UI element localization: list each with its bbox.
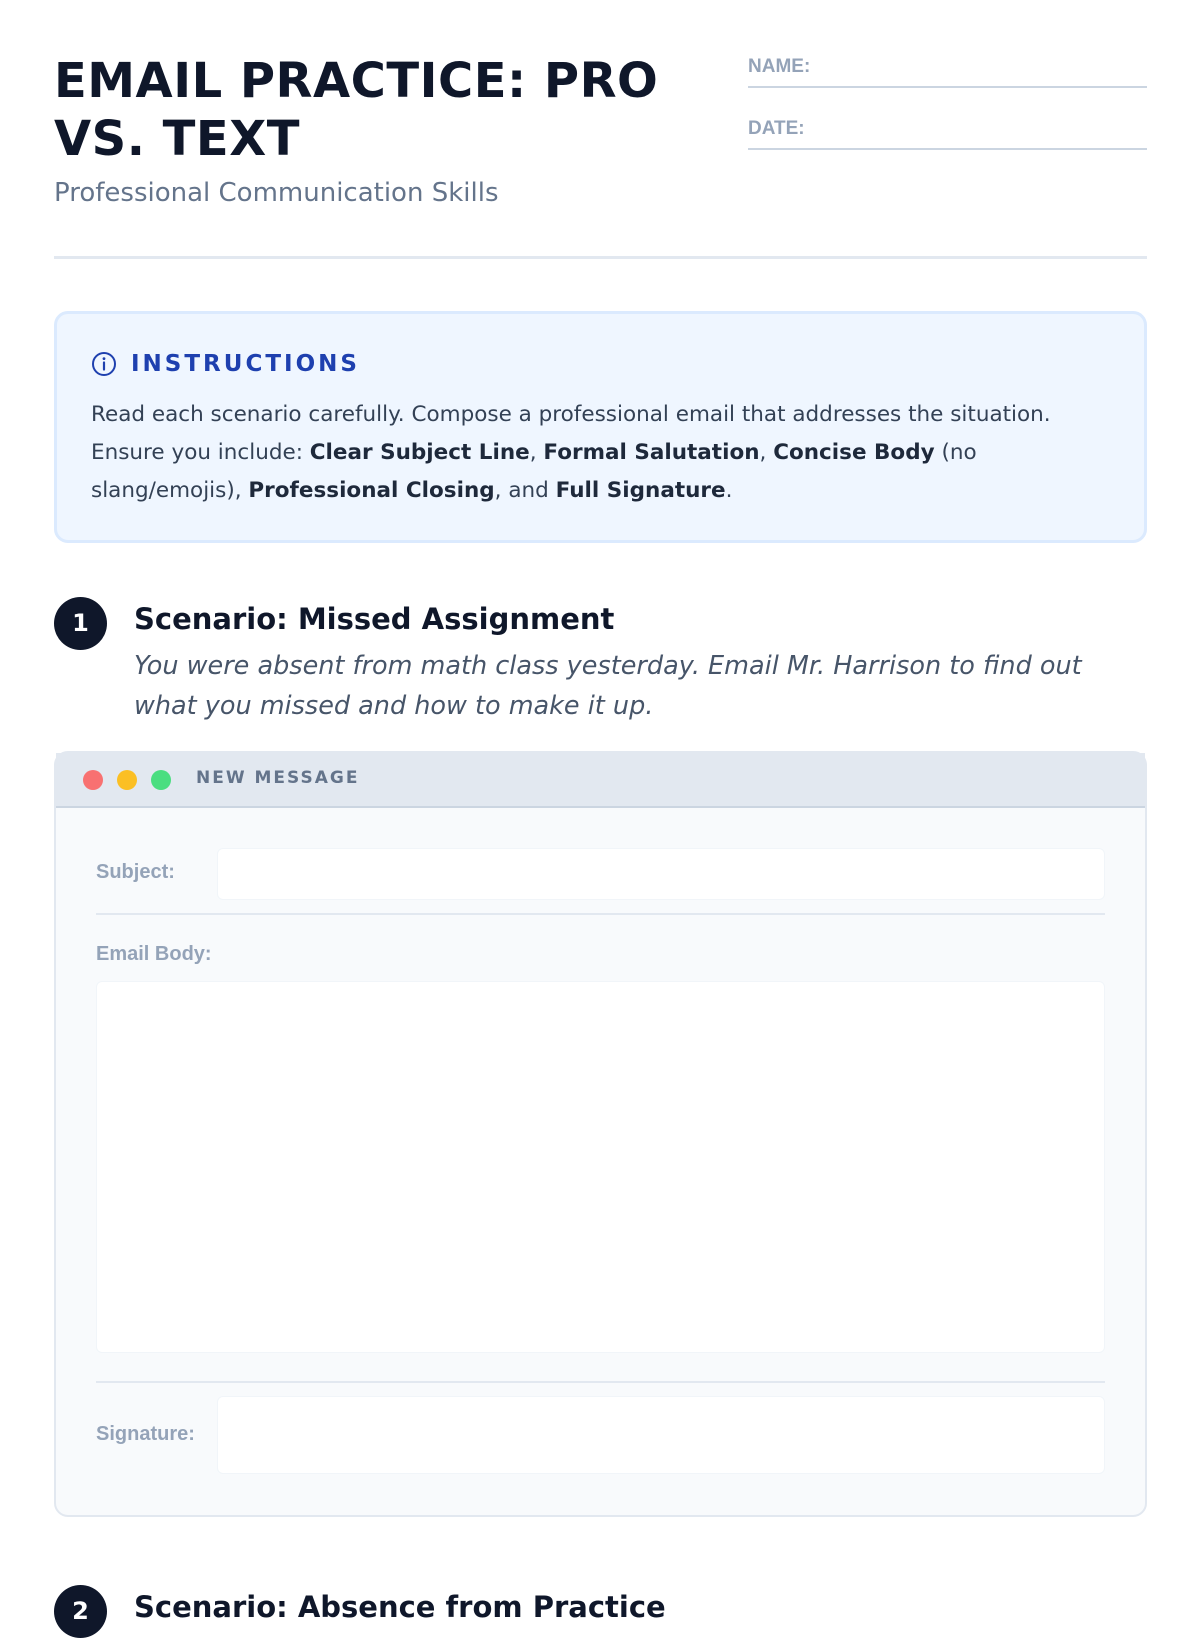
name-label: NAME:	[748, 56, 811, 77]
instructions-text-part: .	[725, 478, 733, 503]
maximize-dot-icon	[151, 770, 171, 790]
requirement-concise-body: Concise Body	[773, 440, 935, 465]
info-icon	[91, 351, 117, 377]
email-compose-window	[54, 751, 1147, 1517]
date-field[interactable]	[748, 118, 1147, 150]
body-divider	[96, 1381, 1105, 1383]
instructions-header	[91, 348, 1110, 380]
window-title: NEW MESSAGE	[196, 768, 360, 788]
worksheet-page	[54, 0, 1147, 1625]
instructions-separator: ,	[529, 440, 544, 465]
instructions-text	[91, 396, 1110, 510]
requirement-signature: Full Signature	[555, 478, 726, 503]
scenario-title: Scenario: Absence from Practice	[134, 1590, 666, 1624]
requirement-closing: Professional Closing	[248, 478, 495, 503]
signature-label: Signature:	[96, 1423, 195, 1445]
email-body-label: Email Body:	[96, 943, 212, 965]
scenario-title: Scenario: Missed Assignment	[134, 602, 615, 636]
name-field[interactable]	[748, 56, 1147, 88]
window-title-bar	[56, 753, 1145, 808]
subject-label: Subject:	[96, 861, 175, 883]
date-label: DATE:	[748, 118, 805, 139]
page-subtitle: Professional Communication Skills	[54, 178, 499, 208]
instructions-separator: ,	[759, 440, 774, 465]
instructions-text-part: (no slang/emojis),	[91, 440, 977, 503]
scenario-description: You were absent from math class yesterday. Email Mr. Harrison to find out what you missed and how to make it up.	[134, 651, 1082, 721]
minimize-dot-icon	[117, 770, 137, 790]
requirement-subject-line: Clear Subject Line	[309, 440, 530, 465]
email-body-textarea[interactable]	[96, 981, 1105, 1353]
page-title: EMAIL PRACTICE: PRO VS. TEXT	[54, 53, 659, 167]
instructions-panel	[54, 311, 1147, 543]
close-dot-icon	[83, 770, 103, 790]
requirement-salutation: Formal Salutation	[543, 440, 760, 465]
signature-input[interactable]	[217, 1396, 1105, 1474]
worksheet-header	[54, 0, 1147, 259]
step-number-badge: 1	[54, 597, 107, 650]
instructions-title: INSTRUCTIONS	[131, 351, 360, 377]
step-number-badge: 2	[54, 1585, 107, 1638]
instructions-text-part: Read each scenario carefully. Compose a professional email that addresses the situation. Ensure you include:	[91, 402, 1051, 465]
subject-input[interactable]	[217, 848, 1105, 900]
instructions-text-part: , and	[494, 478, 556, 503]
subject-divider	[96, 913, 1105, 915]
